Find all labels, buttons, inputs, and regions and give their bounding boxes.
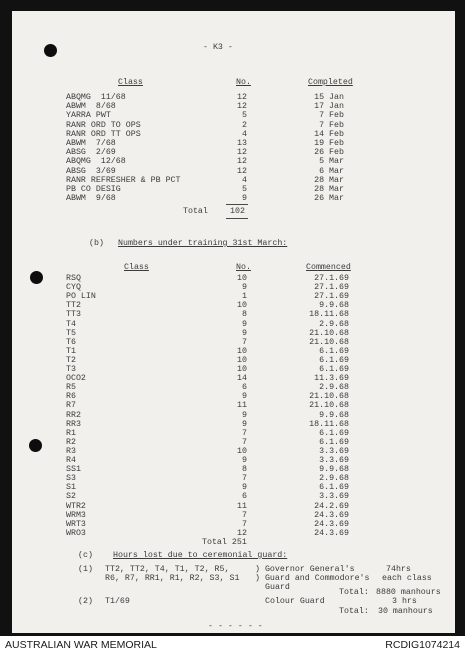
document-page	[12, 11, 455, 633]
table-b-date-cell: 2.9.68	[319, 474, 349, 484]
table-a-date-cell: 17 Jan	[314, 102, 344, 112]
table-b-date-cell: 24.3.69	[314, 528, 349, 538]
table-b-class-cell: T3	[66, 365, 76, 374]
table-a-no-cell: 5	[242, 111, 247, 121]
table-b-no-cell: 6	[242, 492, 247, 502]
punch-hole	[44, 44, 57, 57]
table-b-class-cell: R5	[66, 383, 76, 393]
table-b-no-cell: 8	[242, 310, 247, 320]
table-b-no-cell: 6	[242, 383, 247, 393]
item1-desc-line3: Guard	[265, 583, 290, 592]
item1-number: (1)	[78, 565, 93, 574]
table-a-date-cell: 6 Mar	[319, 166, 344, 176]
table-b-no-cell: 9	[242, 483, 247, 493]
table-a-class-cell: ABSG 2/69	[66, 148, 116, 158]
archive-reference: RCDIG1074214	[385, 639, 460, 651]
table-a-no-cell: 5	[242, 185, 247, 194]
table-b-class-cell: SS1	[66, 465, 81, 475]
item1-desc-line1: ) Governor General's	[255, 565, 355, 574]
table-b-no-cell: 9	[242, 283, 247, 293]
table-b-class-cell: R4	[66, 456, 76, 465]
table-a-total-value: 102	[230, 207, 245, 216]
item2-total-label: Total:	[339, 607, 369, 616]
table-a-no-cell: 12	[237, 102, 247, 112]
end-mark: - - - - - -	[208, 622, 263, 631]
table-a-completed-header: Completed	[308, 78, 353, 87]
table-b-no-cell: 1	[242, 292, 247, 302]
table-b-class-cell: R2	[66, 437, 76, 447]
table-a-date-cell: 15 Jan	[314, 93, 344, 102]
table-b-date-cell: 21.10.68	[309, 328, 349, 338]
table-a-class-cell: ABWM 9/68	[66, 194, 116, 204]
table-b-class-cell: S1	[66, 483, 76, 493]
table-a-no-cell: 9	[242, 194, 247, 204]
table-a-class-cell: ABSG 3/69	[66, 166, 116, 176]
table-a-no-cell: 4	[242, 175, 247, 185]
table-b-no-cell: 7	[242, 428, 247, 438]
item1-desc-line2: ) Guard and Commodore's	[255, 574, 370, 583]
punch-hole	[30, 271, 43, 284]
table-a-no-cell: 13	[237, 139, 247, 148]
table-b-class-cell: TT3	[66, 310, 81, 320]
table-b-class-cell: WTR2	[66, 501, 86, 511]
table-b-date-cell: 24.3.69	[314, 510, 349, 520]
table-b-date-cell: 6.1.69	[319, 365, 349, 374]
table-a-no-cell: 12	[237, 166, 247, 176]
table-b-class-cell: TT2	[66, 301, 81, 311]
item1-total-value: 8880 manhours	[376, 588, 441, 597]
table-a-date-cell: 5 Mar	[319, 157, 344, 167]
table-a-class-cell: ABQMG 11/68	[66, 93, 126, 102]
table-a-class-cell: ABWM 8/68	[66, 102, 116, 112]
table-b-class-cell: T5	[66, 328, 76, 338]
table-b-class-cell: S3	[66, 474, 76, 484]
table-b-date-cell: 27.1.69	[314, 283, 349, 293]
item1-classes-line2: R6, R7, RR1, R1, R2, S3, S1	[105, 574, 240, 583]
table-a-no-header: No.	[236, 78, 251, 87]
total-rule	[226, 218, 248, 219]
table-a-date-cell: 19 Feb	[314, 139, 344, 148]
table-a-date-cell: 28 Mar	[314, 175, 344, 185]
table-b-no-cell: 9	[242, 456, 247, 465]
table-a-no-cell: 4	[242, 129, 247, 139]
table-b-class-cell: RSQ	[66, 274, 81, 283]
table-a-class-cell: ABQMG 12/68	[66, 157, 126, 167]
total-rule	[226, 204, 248, 205]
table-b-no-cell: 10	[237, 446, 247, 456]
table-a-no-cell: 12	[237, 148, 247, 158]
table-b-no-cell: 10	[237, 301, 247, 311]
table-a-class-cell: PB CO DESIG	[66, 185, 121, 194]
item1-hours-note: each class	[382, 574, 432, 583]
table-a-date-cell: 7 Feb	[319, 111, 344, 121]
table-a-no-cell: 12	[237, 157, 247, 167]
table-b-no-cell: 11	[237, 401, 247, 411]
table-b-no-cell: 9	[242, 410, 247, 420]
table-b-date-cell: 21.10.68	[309, 337, 349, 347]
section-b-heading: Numbers under training 31st March:	[118, 239, 288, 248]
page-number: - K3 -	[203, 43, 233, 52]
table-b-no-cell: 9	[242, 319, 247, 329]
table-b-date-cell: 18.11.68	[309, 419, 349, 429]
table-b-date-cell: 9.9.68	[319, 465, 349, 475]
table-b-date-cell: 27.1.69	[314, 274, 349, 283]
table-b-no-cell: 12	[237, 528, 247, 538]
table-a-class-cell: RANR REFRESHER & PB PCT	[66, 175, 181, 185]
table-a-date-cell: 14 Feb	[314, 129, 344, 139]
table-a-total-label: Total	[183, 207, 208, 216]
table-b-class-cell: WRM3	[66, 510, 86, 520]
archive-footer	[0, 636, 465, 653]
table-b-no-header: No.	[236, 263, 251, 272]
table-a-no-cell: 2	[242, 120, 247, 130]
table-b-total: Total 251	[202, 538, 247, 547]
table-b-class-cell: R7	[66, 401, 76, 411]
table-a-no-cell: 12	[237, 93, 247, 102]
table-b-class-cell: T4	[66, 319, 76, 329]
table-b-class-cell: PO LIN	[66, 292, 96, 302]
item2-number: (2)	[78, 597, 93, 606]
table-b-date-cell: 9.9.68	[319, 301, 349, 311]
table-b-no-cell: 10	[237, 365, 247, 374]
table-b-date-cell: 6.1.69	[319, 428, 349, 438]
table-b-class-cell: R1	[66, 428, 76, 438]
section-b-label: (b)	[89, 239, 104, 248]
section-c-heading: Hours lost due to ceremonial guard:	[113, 551, 288, 560]
item2-desc: Colour Guard	[265, 597, 325, 606]
table-b-class-cell: T2	[66, 355, 76, 365]
table-b-date-cell: 3.3.69	[319, 456, 349, 465]
table-b-commenced-header: Commenced	[306, 263, 351, 272]
table-b-date-cell: 6.1.69	[319, 355, 349, 365]
table-b-class-cell: R6	[66, 392, 76, 402]
table-b-date-cell: 2.9.68	[319, 319, 349, 329]
table-b-class-cell: OCO2	[66, 374, 86, 384]
table-a-class-header: Class	[118, 78, 143, 87]
table-b-date-cell: 6.1.69	[319, 437, 349, 447]
table-a-class-cell: ABWM 7/68	[66, 139, 116, 148]
item1-total-label: Total:	[339, 588, 369, 597]
table-b-no-cell: 14	[237, 374, 247, 384]
table-b-no-cell: 7	[242, 437, 247, 447]
table-b-class-cell: WRO3	[66, 528, 86, 538]
table-b-no-cell: 8	[242, 465, 247, 475]
table-b-date-cell: 21.10.68	[309, 401, 349, 411]
table-b-no-cell: 10	[237, 355, 247, 365]
table-b-date-cell: 3.3.69	[319, 492, 349, 502]
table-b-no-cell: 10	[237, 274, 247, 283]
table-b-date-cell: 18.11.68	[309, 310, 349, 320]
table-b-date-cell: 3.3.69	[319, 446, 349, 456]
table-a-date-cell: 28 Mar	[314, 185, 344, 194]
table-b-date-cell: 24.3.69	[314, 519, 349, 529]
table-b-class-cell: RR3	[66, 419, 81, 429]
table-a-class-cell: RANR ORD TO OPS	[66, 120, 141, 130]
punch-hole	[29, 439, 42, 452]
table-b-class-cell: CYQ	[66, 283, 81, 293]
item1-hours: 74hrs	[386, 565, 411, 574]
table-b-no-cell: 9	[242, 392, 247, 402]
item2-hours: 3 hrs	[392, 597, 417, 606]
table-b-no-cell: 10	[237, 346, 247, 356]
archive-name: AUSTRALIAN WAR MEMORIAL	[5, 639, 157, 651]
table-b-date-cell: 9.9.68	[319, 410, 349, 420]
table-b-date-cell: 11.3.69	[314, 374, 349, 384]
table-a-date-cell: 26 Mar	[314, 194, 344, 204]
table-b-date-cell: 6.1.69	[319, 483, 349, 493]
table-a-date-cell: 7 Feb	[319, 120, 344, 130]
table-b-date-cell: 27.1.69	[314, 292, 349, 302]
table-b-no-cell: 7	[242, 474, 247, 484]
table-b-no-cell: 11	[237, 501, 247, 511]
table-b-date-cell: 6.1.69	[319, 346, 349, 356]
table-b-no-cell: 9	[242, 419, 247, 429]
table-b-date-cell: 21.10.68	[309, 392, 349, 402]
table-b-class-cell: RR2	[66, 410, 81, 420]
table-b-class-cell: S2	[66, 492, 76, 502]
table-b-class-cell: T6	[66, 337, 76, 347]
table-a-class-cell: RANR ORD TT OPS	[66, 129, 141, 139]
table-b-class-header: Class	[124, 263, 149, 272]
table-b-date-cell: 2.9.68	[319, 383, 349, 393]
item2-class: T1/69	[105, 597, 130, 606]
table-b-date-cell: 24.2.69	[314, 501, 349, 511]
table-b-no-cell: 7	[242, 519, 247, 529]
table-b-no-cell: 9	[242, 328, 247, 338]
table-b-class-cell: R3	[66, 446, 76, 456]
table-a-date-cell: 26 Feb	[314, 148, 344, 158]
table-b-no-cell: 7	[242, 337, 247, 347]
table-b-class-cell: WRT3	[66, 519, 86, 529]
table-a-class-cell: YARRA PWT	[66, 111, 111, 121]
item2-total-value: 30 manhours	[378, 607, 433, 616]
section-c-label: (c)	[78, 551, 93, 560]
table-b-no-cell: 7	[242, 510, 247, 520]
table-b-class-cell: T1	[66, 346, 76, 356]
item1-classes-line1: TT2, TT2, T4, T1, T2, R5,	[105, 565, 230, 574]
